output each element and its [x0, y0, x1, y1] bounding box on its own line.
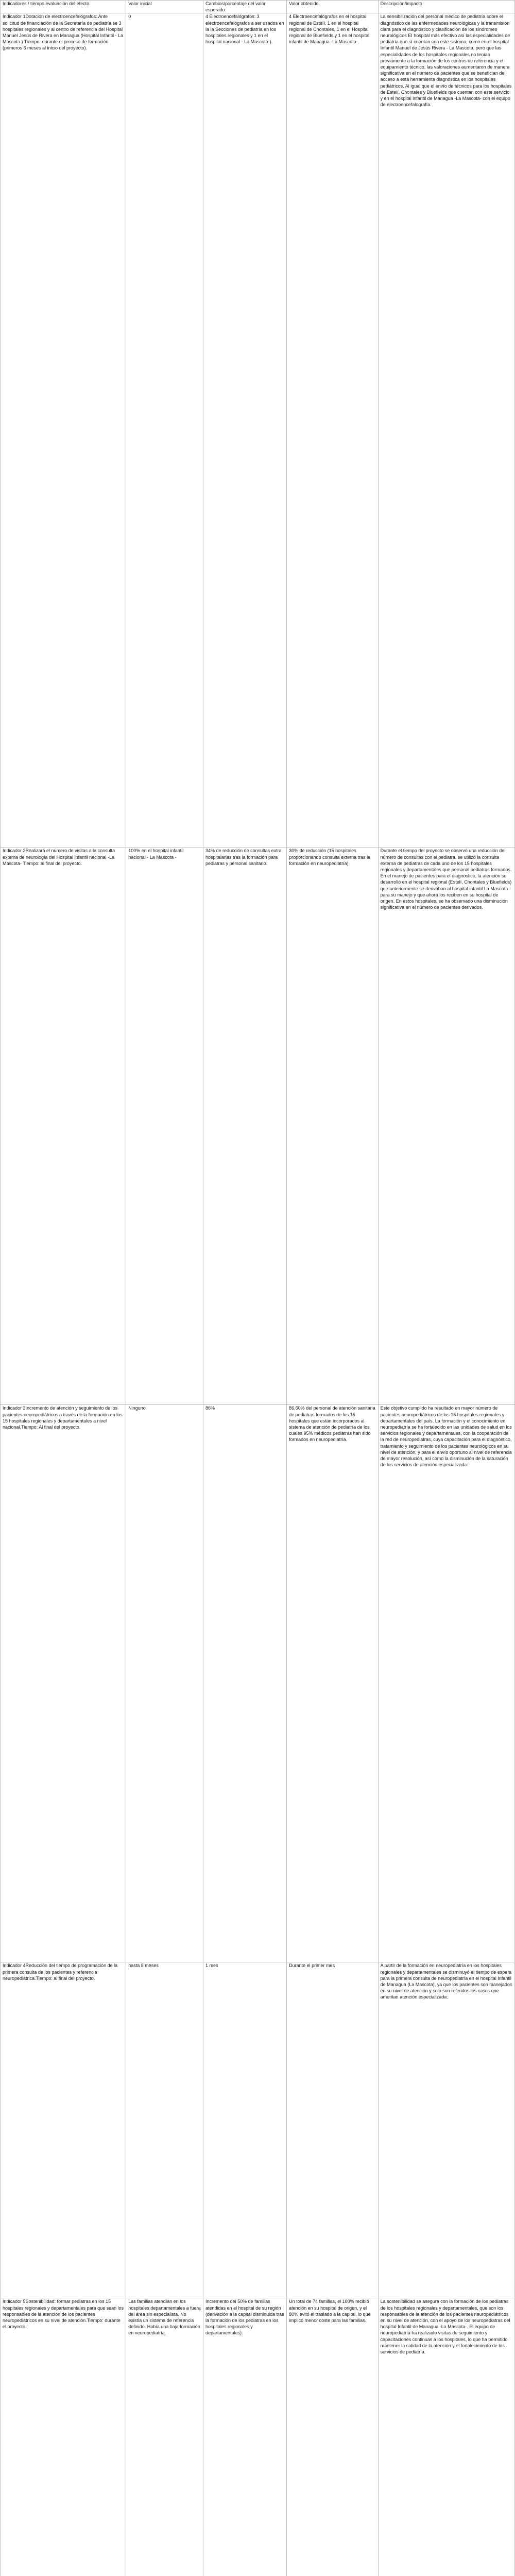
- cell-impact: Este objetivo cumplido ha resultado en mayor número de pacientes neuropediátricos de los 15 hospitales regionales y departamentales del país. La formación y el conocimiento en neuropediatría se ha fortalecido en las unidades de salud en los servicios regionales y departamentales, con la cooperación de la red de neuropediatras, cuya capacitación para el diagnóstico, tratamiento y seguimiento de los pacientes neurológicos en su nivel de atención, y para el envío oportuno al nivel de referencia de mayor resolución, así como la disminución de la saturación de los servicios de atención especializada.: [378, 1405, 514, 1962]
- table-body: [1, 13, 515, 2576]
- cell-indicator: Indicador 2Realizará el número de visitas a la consulta externa de neurología del Hospital infantil nacional -La Mascota- Tiempo: al final del proyecto.: [1, 848, 126, 1405]
- table-row: [1, 2298, 515, 2576]
- cell-indicator: Indicador 5Sostenibilidad: formar pediatras en los 15 hospitales regionales y departamentales para que sean los responsables de la atención de los pacientes neuropediátricos en su nivel de atención.Tiempo: durante el proyecto.: [1, 2298, 126, 2576]
- table-row: [1, 1405, 515, 1962]
- cell-obtained-value: Un total de 74 familias, el 100% recibió atención en su hospital de origen, y el 80% evitó el traslado a la capital, lo que implicó menor coste para las familias.: [287, 2298, 379, 2576]
- cell-indicator: Indicador 3Incremento de atención y seguimiento de los pacientes neuropediátricos a través de la formación en los 15 hospitales regionales y departamentales a nivel nacional.Tiempo: Al final del proyecto.: [1, 1405, 126, 1962]
- cell-expected-change: 1 mes: [203, 1962, 287, 2298]
- cell-obtained-value: 30% de reducción (15 hospitales proporcionando consulta externa tras la formación en neuropediatría): [287, 848, 379, 1405]
- cell-initial-value: 0: [126, 13, 203, 848]
- cell-expected-change: 86%: [203, 1405, 287, 1962]
- table-row: [1, 1962, 515, 2298]
- header-row: [1, 1, 515, 13]
- table-row: [1, 13, 515, 848]
- cell-expected-change: 4 Electroencefalógrafos: 3 electroencefalógrafos a ser usados en la la Secciones de pediatría en los hospitales regionales y 1 en el hospital nacional - La Mascota-).: [203, 13, 287, 848]
- cell-initial-value: 100% en el hospital infantil nacional - La Mascota -: [126, 848, 203, 1405]
- cell-obtained-value: 86,60% del personal de atención sanitaria de pediatras formados de los 15 hospitales que están incorporados al sistema de atención de pediatría de los cuales 95% médicos pediatras han sido formados en neuropediatría.: [287, 1405, 379, 1962]
- cell-initial-value: Ninguno: [126, 1405, 203, 1962]
- cell-initial-value: hasta 8 meses: [126, 1962, 203, 2298]
- cell-impact: La sensibilización del personal médico de pediatría sobre el diagnóstico de las enfermedades neurológicas y la transmisión clara para el diagnóstico y clasificación de los síndromes neurológicos EI hospital más efectivo así las especialidades de pediatría que sí cuentan con este sistema, como en el hospital Infantil Manuel de Jesús Rivera - La Mascota, pero que las especialidades de los hospitales regionales no tenían previamente a la formación de los centros de referencia y el equipamiento técnico, las valoraciones aumentaron de manera significativa en el número de pacientes que se benefician del acceso a esta herramienta diagnóstica en los hospitales pediátricos. Al igual que el envío de técnicos para los hospitales de Estelí, Chontales y Bluefields que cuentan con este servicio y en el hospital infantil de Managua -La Mascota- con el equipo de electroencefalografía.: [378, 13, 514, 848]
- cell-indicator: Indicador 4Reducción del tiempo de programación de la primera consulta de los pacientes y referencia neuropediátrica.Tiempo: al final del proyecto.: [1, 1962, 126, 2298]
- header-expected-change: Cambios/porcentaje del valor esperado: [203, 1, 287, 13]
- cell-impact: Durante el tiempo del proyecto se observó una reducción del número de consultas con el pediatra, se utilizó la consulta externa de pediatras de cada uno de los 15 hospitales regionales y departamentales que personal pediatras formados. En el manejo de pacientes para el diagnóstico, la atención se desarrolló en el hospital regional (Estelí, Chontales y Bluefields) que anteriormente se derivaban al hospital infantil La Mascota para su manejo y que ahora los reciben en su hospital de origen. En estos hospitales, se ha observado una disminución significativa en el número de pacientes derivados.: [378, 848, 514, 1405]
- header-obtained-value: Valor obtenido: [287, 1, 379, 13]
- cell-impact: La sostenibilidad se asegura con la formación de los pediatras de los hospitales regionales y departamentales, que son los responsables de la atención de los pacientes neuropediátricos en su nivel de atención, con el apoyo de los neuropediatras del hospital Infantil de Managua -La Mascota-. El equipo de neuropediatría ha realizado visitas de seguimiento y capacitaciones continuas a los hospitales, lo que ha permitido mantener la calidad de la atención y el fortalecimiento de los servicios de pediatría.: [378, 2298, 514, 2576]
- header-impact: Descripción/impacto: [378, 1, 514, 13]
- header-initial-value: Valor inicial: [126, 1, 203, 13]
- header-indicator: Indicadores / tiempo evaluación del efecto: [1, 1, 126, 13]
- cell-impact: A partir de la formación en neuropediatría en los hospitales regionales y departamentales se disminuyó el tiempo de espera para la primera consulta de neuropediatría en el hospital Infantil de Managua (La Mascota), ya que los pacientes son manejados en su nivel de atención y solo son referidos los casos que ameritan atención especializada.: [378, 1962, 514, 2298]
- cell-expected-change: 34% de reducción de consultas extra hospitalarias tras la formación para pediatras y personal sanitario.: [203, 848, 287, 1405]
- table-row: [1, 848, 515, 1405]
- cell-expected-change: Incremento del 50% de familias atendidas en el hospital de su región (derivación a la capital disminuida tras la formación de los pediatras en los hospitales regionales y departamentales).: [203, 2298, 287, 2576]
- cell-obtained-value: 4 Electroencefalógrafos en el hospital regional de Estelí, 1 en el hospital regional de Chontales, 1 en el Hospital regional de Bluefields y 1 en el hospital infantil de Managua -La Mascota-.: [287, 13, 379, 848]
- table-header: [1, 1, 515, 13]
- cell-initial-value: Las familias atendían en los hospitales departamentales a fuera del área sin especialista. No existía un sistema de referencia definido. Había una baja formación en neuropediatría.: [126, 2298, 203, 2576]
- cell-obtained-value: Durante el primer mes: [287, 1962, 379, 2298]
- cell-indicator: Indicador 1Dotación de electroencefalógrafos: Ante solicitud de financiación de la Secretaría de pediatría se 3 hospitales regionales y al centro de referencia del Hospital Manuel Jesús de Rivera en Managua (Hospital Infantil - La Mascota ) Tiempo: durante el proceso de formación (primeros 6 meses al inicio del proyecto).: [1, 13, 126, 848]
